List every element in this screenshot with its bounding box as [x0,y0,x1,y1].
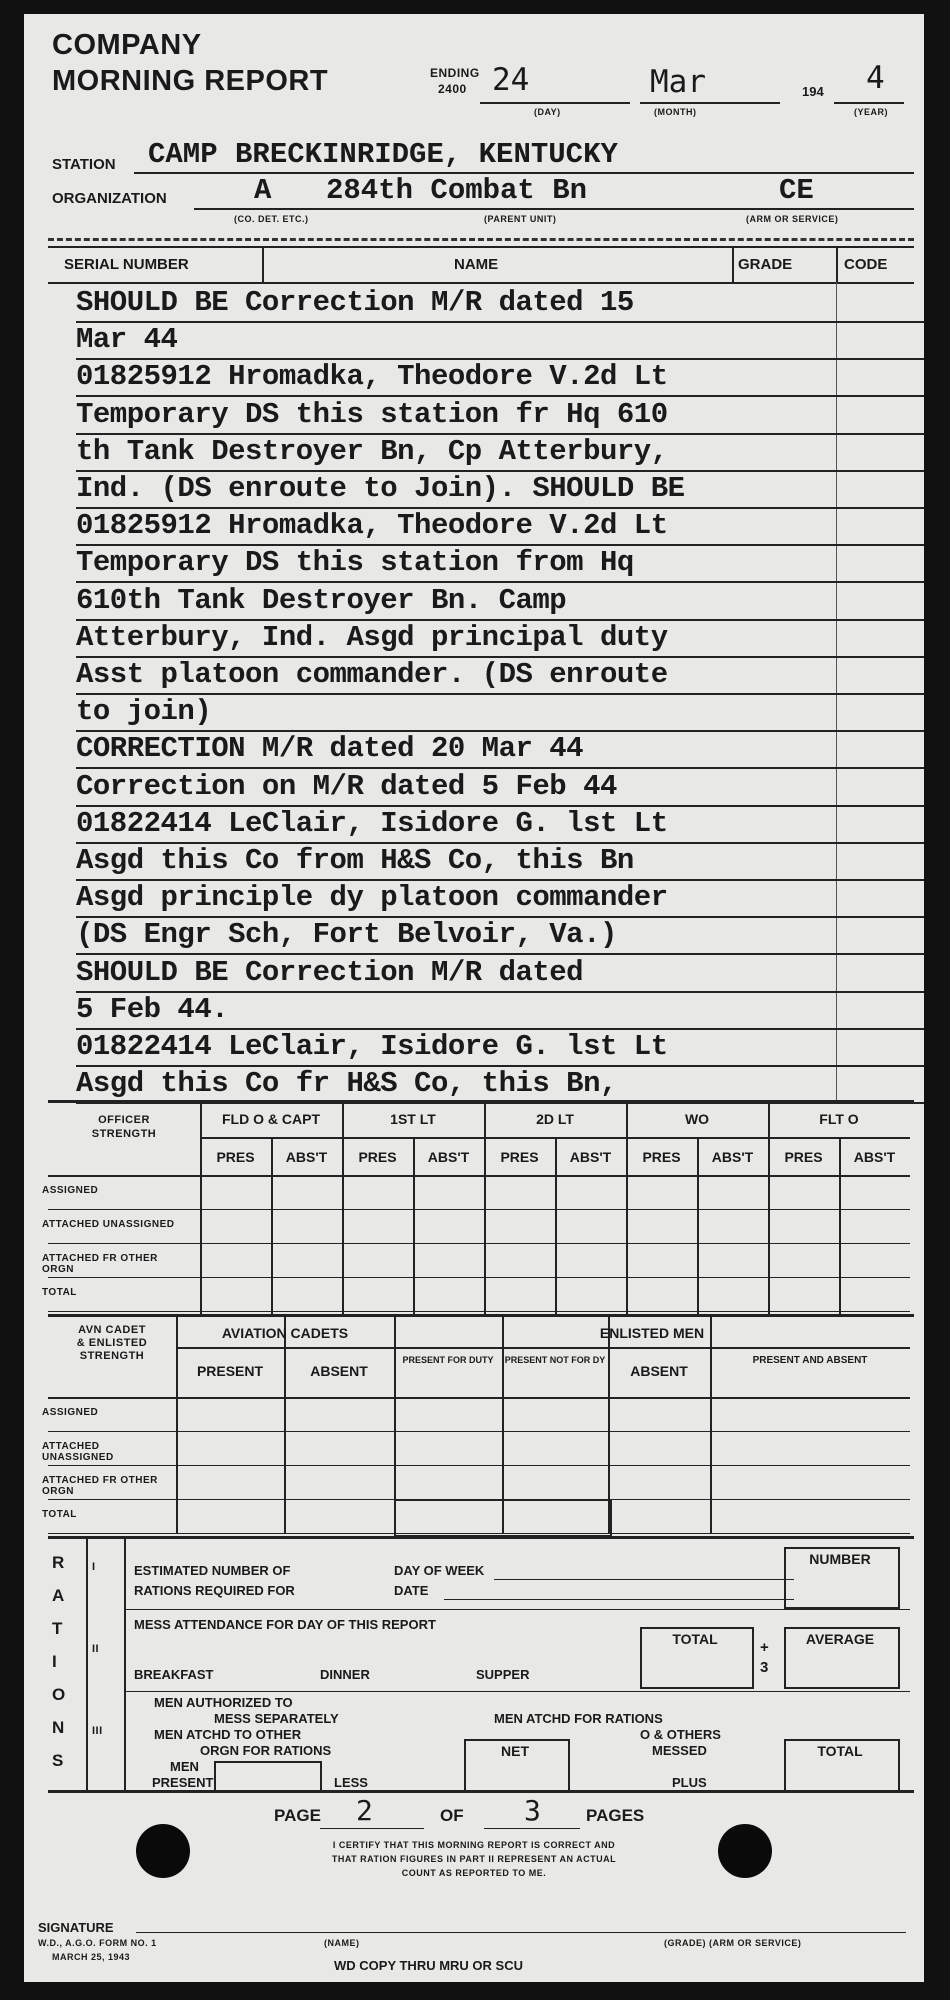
officer-group-header: FLT O [819,1111,859,1127]
plus-sign: + [760,1639,769,1656]
roman-numeral: III [92,1725,103,1737]
entry-line: CORRECTION M/R dated 20 Mar 44 [76,732,584,766]
form-number: W.D., A.G.O. FORM NO. 1 [38,1938,157,1948]
entry-line: Ind. (DS enroute to Join). SHOULD BE [76,472,685,505]
rations-divider [124,1539,126,1790]
total2-header: TOTAL [817,1743,863,1759]
entry-line: (DS Engr Sch, Fort Belvoir, Va.) [76,918,617,952]
men-atchd-other-label: MEN ATCHD TO OTHER [154,1727,302,1742]
entry-line: Temporary DS this station from Hq [76,546,634,580]
page-label: PAGE [274,1806,321,1825]
rations-side-letter: N [52,1718,65,1737]
report-year-digit: 4 [866,60,885,96]
entry-line: 01825912 Hromadka, Theodore V.2d Lt [76,360,668,394]
month-caption: (MONTH) [654,107,697,117]
entry-line: 01825912 Hromadka, Theodore V.2d Lt [76,509,668,543]
name-caption: (NAME) [324,1938,360,1948]
men-label: MEN [170,1759,199,1774]
row-rule [48,1397,910,1399]
row-rule [48,1243,910,1244]
officer-row-label: ATTACHED FR OTHER ORGN [42,1253,158,1275]
row-rule [48,1277,910,1278]
total-header: TOTAL [672,1631,718,1647]
entry-line: Mar 44 [76,323,178,357]
total-pages: 3 [524,1794,541,1827]
row-rule [124,1609,910,1610]
enlisted-row-label: ASSIGNED [42,1407,99,1418]
officer-group-header: 2D LT [536,1111,574,1127]
officer-row-label: TOTAL [42,1287,77,1298]
row-rule [124,1691,910,1692]
less-label: LESS [334,1775,368,1790]
report-month: Mar [650,64,706,100]
abst-header: ABS'T [853,1149,896,1165]
entry-line: Temporary DS this station fr Hq 610 [76,397,668,431]
mess-separately-label: MESS SEPARATELY [214,1711,339,1726]
abst-header: ABS'T [427,1149,470,1165]
enlisted-men-header: ENLISTED MEN [599,1325,705,1341]
parent-unit-value: 284th Combat Bn [326,174,588,207]
col-divider [555,1137,557,1314]
form-date: MARCH 25, 1943 [52,1952,131,1962]
form-title-morning-report: MORNING REPORT [52,65,329,97]
morning-report-form [24,14,924,1982]
pres-header: PRES [500,1149,539,1165]
required-label: RATIONS REQUIRED FOR [134,1583,295,1598]
row-rule [200,1137,910,1139]
col-divider [176,1317,178,1534]
entry-line: Asgd this Co from H&S Co, this Bn [76,844,634,877]
roman-numeral: II [92,1643,100,1655]
col-serial-number: SERIAL NUMBER [64,256,189,273]
ending-time-label: 2400 [438,82,467,96]
net-header: NET [501,1743,529,1759]
officer-title-1: OFFICER [98,1114,150,1126]
col-name: NAME [454,256,499,273]
col-grade: GRADE [738,256,793,273]
col-divider [284,1317,286,1534]
enlisted-row-label: ATTACHED FR OTHER ORGN [42,1475,158,1497]
men-atchd-rations-label: MEN ATCHD FOR RATIONS [494,1711,663,1726]
present-header: PRESENT [196,1363,264,1379]
officer-row-label: ASSIGNED [42,1185,99,1196]
present-for-duty-header: PRESENT FOR DUTY [402,1355,494,1365]
certify-line-1: I CERTIFY THAT THIS MORNING REPORT IS CORRECT AND [332,1840,616,1850]
certify-line-3: COUNT AS REPORTED TO ME. [401,1868,547,1878]
row-rule [176,1347,910,1349]
entry-line: 610th Tank Destroyer Bn. Camp [76,583,567,617]
enlisted-row-label: TOTAL [42,1509,77,1520]
col-divider [271,1137,273,1314]
organization-label: ORGANIZATION [52,190,167,207]
parent-caption: (PARENT UNIT) [484,214,557,224]
punch-hole-right [718,1824,772,1878]
officer-group-header: WO [684,1111,710,1127]
col-divider [413,1137,415,1314]
pres-header: PRES [216,1149,255,1165]
col-divider [697,1137,699,1314]
entry-line: SHOULD BE Correction M/R dated 15 [76,286,634,319]
average-header: AVERAGE [805,1631,875,1647]
number-header: NUMBER [809,1551,871,1567]
day-caption: (DAY) [534,107,561,117]
entry-line: SHOULD BE Correction M/R dated [76,955,584,989]
wd-copy-note: WD COPY THRU MRU OR SCU [334,1958,523,1973]
day-of-week-label: DAY OF WEEK [394,1563,485,1578]
station-label: STATION [52,156,116,173]
certify-line-2: THAT RATION FIGURES IN PART II REPRESENT AN ACTUAL [331,1854,617,1864]
enlisted-title-2: & ENLISTED [76,1337,148,1349]
pres-header: PRES [784,1149,823,1165]
o-others-label: O & OTHERS [640,1727,721,1742]
arm-value: CE [779,174,814,207]
row-rule [444,1599,794,1600]
rations-side-letter: R [52,1553,65,1572]
orgn-rations-label: ORGN FOR RATIONS [200,1743,332,1758]
row-rule [48,1175,910,1177]
rations-side-letter: T [52,1619,63,1638]
entry-line: th Tank Destroyer Bn, Cp Atterbury, [76,434,668,468]
company-value: A [254,174,272,207]
officer-group-header: 1ST LT [390,1111,436,1127]
co-caption: (CO. DET. ETC.) [234,214,309,224]
supper-label: SUPPER [476,1667,530,1682]
divide-three: 3 [760,1659,769,1676]
col-divider [710,1317,712,1534]
of-label: OF [440,1806,464,1825]
messed-label: MESSED [652,1743,707,1758]
enlisted-row-label: ATTACHED UNASSIGNED [42,1441,114,1463]
officer-row-label: ATTACHED UNASSIGNED [42,1219,175,1230]
entry-line: Correction on M/R dated 5 Feb 44 [76,769,617,803]
grade-arm-caption: (GRADE) (ARM OR SERVICE) [664,1938,802,1948]
entry-line: to join) [76,695,212,729]
page-number: 2 [356,1794,373,1827]
pres-header: PRES [642,1149,681,1165]
entry-line: Atterbury, Ind. Asgd principal duty [76,620,668,654]
pages-label: PAGES [586,1806,645,1825]
enlisted-title-3: STRENGTH [79,1350,145,1362]
abst-header: ABS'T [569,1149,612,1165]
entry-line: Asgd principle dy platoon commander [76,881,668,915]
mess-attendance-label: MESS ATTENDANCE FOR DAY OF THIS REPORT [134,1617,436,1632]
col-divider [839,1137,841,1314]
station-value: CAMP BRECKINRIDGE, KENTUCKY [148,138,618,171]
men-present-box [214,1761,322,1793]
absent-enlisted-header: ABSENT [630,1363,688,1379]
entry-line: 5 Feb 44. [76,992,229,1026]
present-not-for-duty-header: PRESENT NOT FOR DY [504,1355,606,1365]
form-title-company: COMPANY [52,29,202,61]
roman-numeral: I [92,1561,96,1573]
present-and-absent-header: PRESENT AND ABSENT [752,1355,868,1366]
rations-side-letter: O [52,1685,66,1704]
entry-line: Asst platoon commander. (DS enroute [76,658,668,691]
officer-title-2: STRENGTH [91,1128,157,1140]
present-label: PRESENT [152,1775,214,1790]
col-code: CODE [844,256,888,273]
abst-header: ABS'T [285,1149,328,1165]
row-rule [48,1431,910,1432]
estimated-label: ESTIMATED NUMBER OF [134,1563,291,1578]
entry-line: 01822414 LeClair, Isidore G. lst Lt [76,1030,668,1063]
rations-divider [86,1539,88,1790]
total-box [394,1499,612,1537]
report-day: 24 [492,62,530,98]
enlisted-title-1: AVN CADET [78,1324,146,1336]
rations-side-letter: I [52,1652,57,1671]
signature-label: SIGNATURE [38,1920,114,1935]
dinner-label: DINNER [320,1667,370,1682]
rations-side-letter: A [52,1586,65,1605]
abst-header: ABS'T [711,1149,754,1165]
absent-header: ABSENT [310,1363,368,1379]
plus-label: PLUS [672,1775,707,1790]
row-rule [494,1579,794,1580]
date-label: DATE [394,1583,429,1598]
ending-label: ENDING [430,66,480,80]
punch-hole-left [136,1824,190,1878]
row-rule [48,1465,910,1466]
year-caption: (YEAR) [854,107,888,117]
arm-caption: (ARM OR SERVICE) [746,214,839,224]
men-authorized-label: MEN AUTHORIZED TO [154,1695,293,1710]
aviation-cadets-header: AVIATION CADETS [221,1325,349,1341]
entry-line: Asgd this Co fr H&S Co, this Bn, [76,1067,617,1101]
report-year-prefix: 194 [802,84,824,99]
rations-side-letter: S [52,1751,64,1770]
entry-line: 01822414 LeClair, Isidore G. lst Lt [76,806,668,840]
breakfast-label: BREAKFAST [134,1667,214,1682]
officer-group-header: FLD O & CAPT [222,1111,320,1127]
row-rule [48,1311,910,1312]
pres-header: PRES [358,1149,397,1165]
row-rule [48,1209,910,1210]
